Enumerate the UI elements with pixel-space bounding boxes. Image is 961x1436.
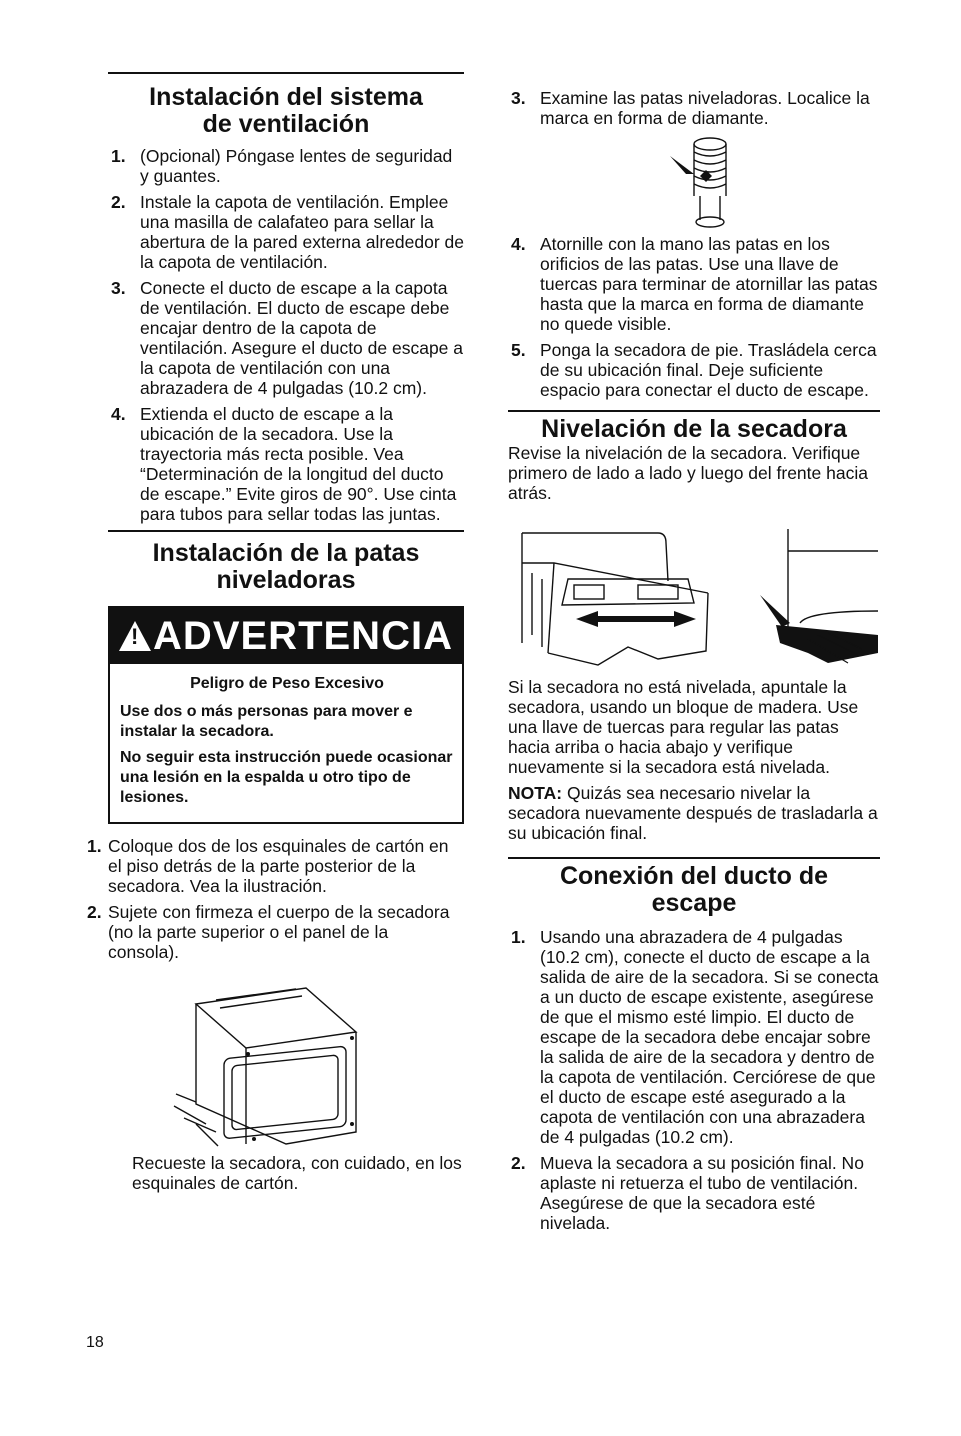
- vent-steps: [108, 146, 464, 524]
- warning-banner-text: ADVERTENCIA: [153, 614, 453, 658]
- list-item: [108, 404, 464, 524]
- step-number: 5.: [511, 340, 526, 360]
- step-text: (Opcional) Póngase lentes de seguridad y guantes.: [140, 146, 453, 186]
- dryer-base-shape: [776, 625, 878, 663]
- right-column: [508, 88, 880, 1239]
- step-text: Ponga la secadora de pie. Trasládela cerca de su ubicación final. Deje suficiente espacio para conectar el ducto de escape.: [540, 340, 877, 400]
- paragraph: Si la secadora no está nivelada, apuntale la secadora, usando un bloque de madera. Use una llave de tuercas para regular las patas hacia arriba o hacia abajo y verifique nuevamente si la secadora está nivelada.: [508, 677, 859, 777]
- pointer-arrow-icon: [760, 595, 790, 627]
- step-number: 4.: [511, 234, 526, 254]
- section-title-line: Instalación de la patas: [152, 539, 420, 567]
- step-number: 1.: [87, 836, 102, 856]
- illustration-caption: Recueste la secadora, con cuidado, en los esquinales de cartón.: [132, 1153, 462, 1193]
- note-paragraph: [508, 783, 880, 843]
- section-title-line: Instalación del sistema: [149, 83, 423, 111]
- side-to-side-arrow-icon: [576, 611, 696, 627]
- step-text: Sujete con firmeza el cuerpo de la secadora (no la parte superior o el panel de la consola).: [108, 902, 450, 962]
- list-item: [508, 927, 880, 1147]
- section-title-line: escape: [651, 889, 737, 917]
- screw-dot: [252, 1137, 256, 1141]
- warning-title: Peligro de Peso Excesivo: [190, 675, 384, 692]
- screw-dot: [350, 1122, 354, 1126]
- step-text: Extienda el ducto de escape a la ubicación de la secadora. Use la trayectoria más recta posible. Vea “Determinación de la longitud del ducto de escape.” Evite giros de 90°. Use cinta para tubos para sellar todas las juntas.: [140, 404, 457, 524]
- warning-text: Use dos o más personas para mover e instalar la secadora.: [120, 703, 413, 740]
- step-number: 3.: [511, 88, 526, 108]
- legs-steps-continued: [508, 234, 880, 400]
- list-item: [108, 278, 464, 398]
- step-text: Mueva la secadora a su posición final. No aplaste ni retuerza el tubo de ventilación. Asegúrese de que la secadora esté nivelada.: [540, 1153, 864, 1233]
- list-item: [508, 1153, 880, 1233]
- section-title-exhaust: [508, 863, 880, 917]
- list-item: [108, 192, 464, 272]
- section-title-line: Conexión del ducto de: [559, 862, 829, 890]
- screw-dot: [246, 1052, 250, 1056]
- legs-steps-continued: [508, 88, 880, 128]
- step-number: 2.: [111, 192, 126, 212]
- list-item: [108, 146, 464, 186]
- leveling-illustration: [508, 523, 880, 673]
- section-title-legs: [108, 540, 464, 594]
- list-item: [508, 234, 880, 334]
- paragraph: Revise la nivelación de la secadora. Verifique primero de lado a lado y luego del frente hacia atrás.: [508, 443, 868, 503]
- step-text: Usando una abrazadera de 4 pulgadas (10.2 cm), conecte el ducto de escape a la salida de aire de la secadora. Si se conecta a un ducto de escape existente, asegúrese de que el mismo esté limpio. El ducto de escape de la secadora debe encajar sobre la salida de aire de la secadora y dentro de la capota de ventilación. Cerciórese de que el ducto de escape esté asegurado a la capota de ventilación con una abrazadera de 4 pulgadas (10.2 cm).: [540, 927, 879, 1147]
- section-rule: [108, 72, 464, 74]
- step-text: Examine las patas niveladoras. Localice la marca en forma de diamante.: [540, 88, 870, 128]
- left-column: [87, 72, 464, 1193]
- screw-dot: [350, 1036, 354, 1040]
- section-title-line: de ventilación: [202, 110, 370, 138]
- legs-steps: [84, 836, 464, 962]
- list-item: [84, 836, 464, 896]
- step-text: Atornille con la mano las patas en los orificios de las patas. Use una llave de tuercas para terminar de atornillar las patas hasta que la marca en forma de diamante no quede visible.: [540, 234, 878, 334]
- step-number: 2.: [511, 1153, 526, 1173]
- section-title-leveling: Nivelación de la secadora: [541, 415, 847, 443]
- list-item: [84, 902, 464, 962]
- leveling-leg-illustration: [666, 134, 746, 230]
- exhaust-steps: [508, 927, 880, 1233]
- step-number: 1.: [511, 927, 526, 947]
- warning-content: [110, 664, 462, 822]
- step-text: Instale la capota de ventilación. Emplee una masilla de calafateo para sellar la abertura de la pared externa alrededor de la capota de ventilación.: [140, 192, 464, 272]
- section-rule: [508, 410, 880, 412]
- step-number: 1.: [111, 146, 126, 166]
- note-text: Quizás sea necesario nivelar la secadora nuevamente después de trasladarla a su ubicación final.: [508, 783, 878, 843]
- step-text: Conecte el ducto de escape a la capota de ventilación. El ducto de escape debe encajar dentro de la capota de ventilación. Asegure el ducto de escape a la capota de ventilación con una abrazadera de 4 pulgadas (10.2 cm).: [140, 278, 463, 398]
- list-item: [508, 340, 880, 400]
- dryer-tilted-illustration: [156, 974, 376, 1149]
- warning-banner: [110, 608, 462, 664]
- section-title-line: niveladoras: [216, 566, 356, 594]
- step-text: Coloque dos de los esquinales de cartón en el piso detrás de la parte posterior de la secadora. Vea la ilustración.: [108, 836, 449, 896]
- page-number: 18: [86, 1334, 104, 1351]
- warning-box: [108, 606, 464, 824]
- warning-text: No seguir esta instrucción puede ocasionar una lesión en la espalda u otro tipo de lesiones.: [120, 749, 453, 806]
- list-item: [508, 88, 880, 128]
- section-title-vent: [108, 84, 464, 138]
- section-rule: [108, 530, 464, 532]
- warning-triangle-icon: [119, 621, 151, 651]
- note-label: NOTA:: [508, 783, 563, 803]
- step-number: 3.: [111, 278, 126, 298]
- step-number: 4.: [111, 404, 126, 424]
- step-number: 2.: [87, 902, 102, 922]
- pointer-arrow-icon: [670, 156, 694, 174]
- section-rule: [508, 857, 880, 859]
